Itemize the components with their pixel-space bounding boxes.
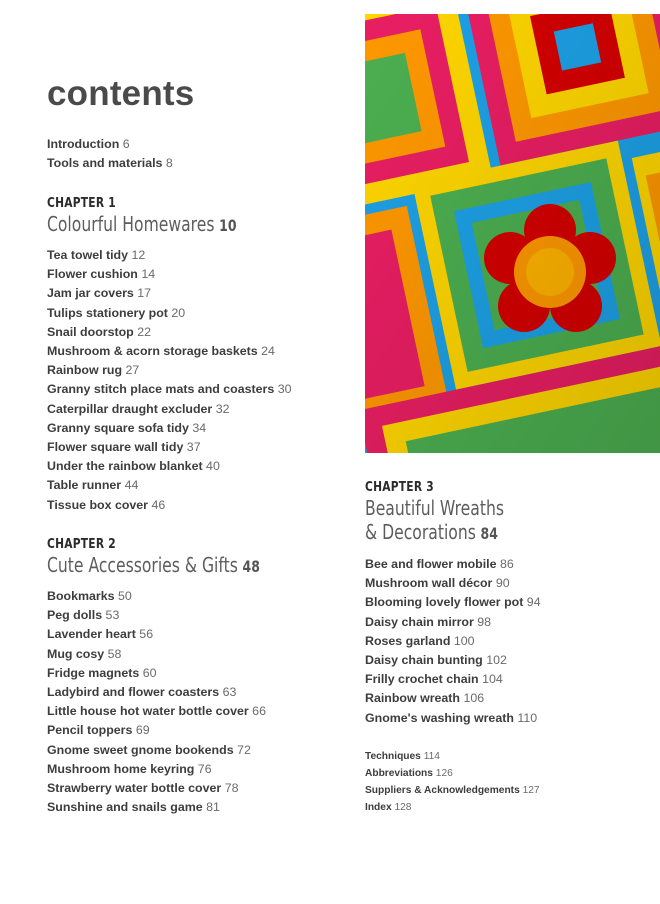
- entry-name: Strawberry water bottle cover: [47, 781, 222, 796]
- toc-entry[interactable]: [365, 555, 541, 574]
- entry-page: 76: [197, 761, 212, 776]
- entry-page: 53: [105, 608, 120, 623]
- entry-page: 34: [192, 420, 207, 435]
- chapter-label: CHAPTER 3: [365, 480, 434, 495]
- entry-page: 30: [277, 382, 292, 397]
- entry-name: Introduction: [47, 137, 120, 151]
- toc-entry[interactable]: [47, 721, 266, 740]
- entry-page: 37: [186, 440, 201, 455]
- entry-page: 44: [124, 478, 139, 493]
- toc-entry[interactable]: [47, 798, 266, 817]
- chapter-title-text: Colourful Homewares: [47, 212, 215, 236]
- toc-entry[interactable]: [47, 284, 292, 303]
- toc-entry[interactable]: [47, 419, 292, 438]
- entry-page: 100: [453, 633, 475, 648]
- chapter-page: 84: [480, 524, 498, 543]
- entry-page: 17: [137, 286, 152, 301]
- entry-name: Granny square sofa tidy: [47, 420, 189, 435]
- entry-name: Daisy chain bunting: [365, 653, 483, 668]
- entry-page: 14: [141, 267, 156, 282]
- toc-entry[interactable]: [47, 380, 292, 399]
- entry-name: Fridge magnets: [47, 665, 140, 680]
- entry-name: Rainbow rug: [47, 363, 123, 378]
- toc-entry[interactable]: [365, 765, 540, 782]
- entry-page: 104: [482, 672, 503, 687]
- back-matter-list: [365, 748, 540, 816]
- entry-page: 50: [117, 589, 132, 603]
- entry-name: Blooming lovely flower pot: [365, 595, 524, 610]
- toc-entry[interactable]: [365, 651, 541, 670]
- chapter-title-line-2[interactable]: [365, 520, 504, 546]
- entry-page: 32: [215, 401, 230, 416]
- toc-entry[interactable]: [47, 476, 292, 495]
- entry-page: 78: [224, 781, 239, 796]
- entry-name: Lavender heart: [47, 627, 136, 642]
- page-title: contents: [47, 74, 195, 113]
- entry-name: Frilly crochet chain: [365, 672, 479, 687]
- entry-page: 102: [486, 653, 507, 668]
- toc-entry[interactable]: [47, 587, 266, 606]
- entry-page: 24: [261, 344, 275, 359]
- chapter-title-text: & Decorations: [365, 520, 476, 544]
- chapter-3-list: [365, 555, 541, 728]
- entry-page: 81: [206, 800, 220, 815]
- entry-name: Index: [365, 802, 392, 813]
- entry-page: 46: [151, 497, 166, 512]
- toc-entry[interactable]: [47, 779, 266, 798]
- entry-name: Tulips stationery pot: [47, 305, 168, 320]
- entry-page: 8: [165, 156, 173, 171]
- toc-entry[interactable]: [47, 304, 292, 323]
- entry-name: Flower square wall tidy: [47, 440, 184, 455]
- entry-name: Granny stitch place mats and coasters: [47, 382, 275, 397]
- entry-name: Under the rainbow blanket: [47, 459, 203, 474]
- chapter-1-heading: [47, 196, 290, 238]
- entry-name: Pencil toppers: [47, 723, 133, 738]
- entry-page: 20: [171, 305, 186, 320]
- entry-page: 69: [135, 723, 150, 738]
- entry-name: Tea towel tidy: [47, 248, 129, 262]
- chapter-2-heading: [47, 537, 320, 579]
- entry-name: Rainbow wreath: [365, 691, 461, 706]
- chapter-title[interactable]: [47, 553, 260, 579]
- entry-page: 58: [107, 646, 122, 661]
- entry-page: 126: [435, 768, 453, 779]
- chapter-3-heading: [365, 480, 543, 546]
- entry-page: 12: [131, 248, 146, 262]
- toc-entry[interactable]: [365, 632, 541, 651]
- toc-entry[interactable]: [365, 748, 540, 765]
- toc-entry[interactable]: [365, 709, 541, 728]
- toc-entry[interactable]: [47, 265, 292, 284]
- blanket-illustration: [365, 14, 660, 453]
- entry-name: Mushroom wall décor: [365, 576, 493, 591]
- entry-page: 90: [495, 576, 510, 591]
- entry-page: 94: [526, 595, 541, 610]
- toc-entry[interactable]: [365, 593, 541, 612]
- toc-entry[interactable]: [47, 246, 292, 265]
- chapter-label: CHAPTER 1: [47, 196, 116, 211]
- toc-entry[interactable]: [47, 496, 292, 515]
- entry-page: 72: [237, 742, 251, 757]
- toc-entry[interactable]: [365, 799, 540, 816]
- entry-page: 27: [125, 363, 140, 378]
- chapter-1-list: [47, 246, 292, 515]
- entry-page: 114: [423, 751, 440, 762]
- entry-page: 63: [222, 685, 237, 700]
- toc-entry[interactable]: [47, 741, 266, 760]
- toc-entry[interactable]: [365, 613, 541, 632]
- toc-entry[interactable]: [47, 606, 266, 625]
- entry-page: 86: [499, 557, 514, 571]
- entry-name: Sunshine and snails game: [47, 800, 203, 815]
- toc-entry[interactable]: [47, 625, 266, 644]
- entry-name: Mug cosy: [47, 646, 105, 661]
- toc-entry[interactable]: [365, 574, 541, 593]
- toc-entry[interactable]: [47, 361, 292, 380]
- chapter-page: 10: [219, 216, 237, 235]
- entry-page: 106: [463, 691, 485, 706]
- chapter-title[interactable]: [47, 212, 237, 238]
- chapter-page: 48: [242, 557, 260, 576]
- chapter-label: CHAPTER 2: [47, 537, 116, 552]
- intro-list: [47, 135, 173, 173]
- entry-name: Bookmarks: [47, 589, 115, 603]
- entry-name: Roses garland: [365, 633, 451, 648]
- entry-name: Abbreviations: [365, 768, 433, 779]
- chapter-2-list: [47, 587, 266, 817]
- entry-page: 6: [122, 137, 130, 151]
- toc-entry[interactable]: [47, 323, 292, 342]
- toc-entry[interactable]: [47, 760, 266, 779]
- entry-name: Tissue box cover: [47, 497, 149, 512]
- entry-name: Mushroom home keyring: [47, 761, 195, 776]
- toc-entry[interactable]: [47, 702, 266, 721]
- chapter-title-line-1[interactable]: Beautiful Wreaths: [365, 496, 504, 520]
- toc-entry[interactable]: [47, 457, 292, 476]
- toc-entry[interactable]: [47, 645, 266, 664]
- entry-page: 128: [394, 802, 412, 813]
- entry-page: 60: [142, 665, 157, 680]
- toc-entry[interactable]: [47, 400, 292, 419]
- entry-name: Table runner: [47, 478, 122, 493]
- entry-page: 98: [477, 614, 492, 629]
- chapter-title-text: Cute Accessories & Gifts: [47, 553, 238, 577]
- crochet-blanket-photo: [365, 14, 660, 453]
- toc-entry[interactable]: [365, 782, 540, 799]
- entry-page: 22: [137, 324, 151, 339]
- entry-page: 110: [517, 710, 538, 725]
- entry-name: Caterpillar draught excluder: [47, 401, 213, 416]
- entry-name: Peg dolls: [47, 608, 103, 623]
- entry-name: Gnome's washing wreath: [365, 710, 514, 725]
- entry-name: Jam jar covers: [47, 286, 134, 301]
- entry-page: 56: [139, 627, 154, 642]
- entry-page: 127: [522, 785, 540, 796]
- entry-name: Ladybird and flower coasters: [47, 685, 220, 700]
- toc-entry[interactable]: [365, 689, 541, 708]
- toc-entry[interactable]: [47, 438, 292, 457]
- toc-entry[interactable]: [365, 670, 541, 689]
- toc-entry[interactable]: [47, 154, 173, 173]
- entry-name: Tools and materials: [47, 156, 163, 171]
- toc-entry[interactable]: [47, 342, 292, 361]
- toc-entry[interactable]: [47, 683, 266, 702]
- toc-entry[interactable]: [47, 664, 266, 683]
- entry-name: Gnome sweet gnome bookends: [47, 742, 234, 757]
- entry-name: Techniques: [365, 751, 421, 762]
- entry-name: Daisy chain mirror: [365, 614, 474, 629]
- entry-name: Mushroom & acorn storage baskets: [47, 344, 258, 359]
- entry-name: Bee and flower mobile: [365, 557, 497, 571]
- entry-name: Little house hot water bottle cover: [47, 704, 249, 719]
- entry-name: Snail doorstop: [47, 324, 134, 339]
- entry-page: 66: [252, 704, 266, 719]
- toc-entry[interactable]: [47, 135, 173, 154]
- entry-page: 40: [206, 459, 220, 474]
- entry-name: Suppliers & Acknowledgements: [365, 785, 520, 796]
- entry-name: Flower cushion: [47, 267, 138, 282]
